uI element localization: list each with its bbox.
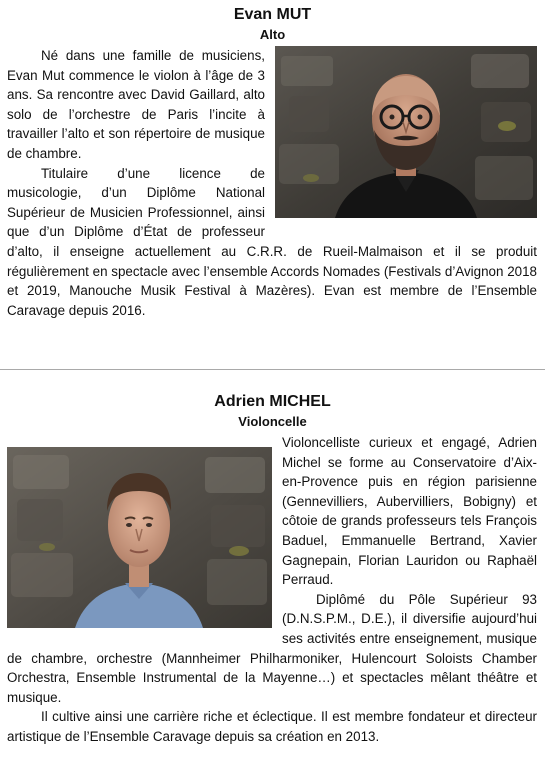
musician-bio <box>7 433 537 747</box>
musician-photo <box>7 447 272 628</box>
musician-bio <box>7 46 537 320</box>
musician-instrument: Violoncelle <box>238 414 307 429</box>
bio-paragraph: Diplômé du Pôle Supérieur 93 (D.N.S.P.M., D.E.), il diversifie aujourd’hui ses activités entre enseignement, musique de chambre, orchestre (Mannheimer Philharmoniker, Hulencourt Soloists Chamber Orchestra, Ensemble Instrumental de la Mayenne…) et spectacles mêlant théâtre et musique. <box>7 591 537 705</box>
musician-photo <box>275 46 537 218</box>
bio-paragraph: Il cultive ainsi une carrière riche et éclectique. Il est membre fondateur et directeur artistique de l’Ensemble Caravage depuis sa création en 2013. <box>7 709 537 744</box>
bio-paragraph: Né dans une famille de musiciens, Evan Mut commence le violon à l’âge de 3 ans. Sa rencontre avec David Gaillard, alto solo de l’orchestre de Paris l’incite à travailler l’alto et son répertoire de musique de chambre. <box>7 48 265 161</box>
musician-instrument: Alto <box>259 27 286 42</box>
musician-name: Adrien MICHEL <box>214 393 331 410</box>
section-divider <box>0 369 545 370</box>
bio-paragraph: Titulaire d’une licence de musicologie, d’un Diplôme National Supérieur de Musicien Professionnel, ainsi que d’un Diplôme d’État de professeur d’alto, il enseigne actuellement au C.R.R. de Rueil-Malmaison et il se produit régulièrement en spectacle avec l’ensemble Accords Nomades (Festivals d’Avignon 2018 et 2019, Manouche Musik Festival à Mazères). Evan est membre de l’Ensemble Caravage depuis 2016. <box>7 165 537 318</box>
bio-paragraph: Violoncelliste curieux et engagé, Adrien Michel se forme au Conservatoire d’Aix-en-Provence puis en région parisienne (Gennevilliers, Aubervilliers, Bobigny) et côtoie de grands professeurs tels François Baduel, Emmanuelle Bertrand, Xavier Gagnepain, Florian Lauridon ou Raphaël Perraud. <box>282 435 537 588</box>
musician-name: Evan MUT <box>233 6 312 23</box>
